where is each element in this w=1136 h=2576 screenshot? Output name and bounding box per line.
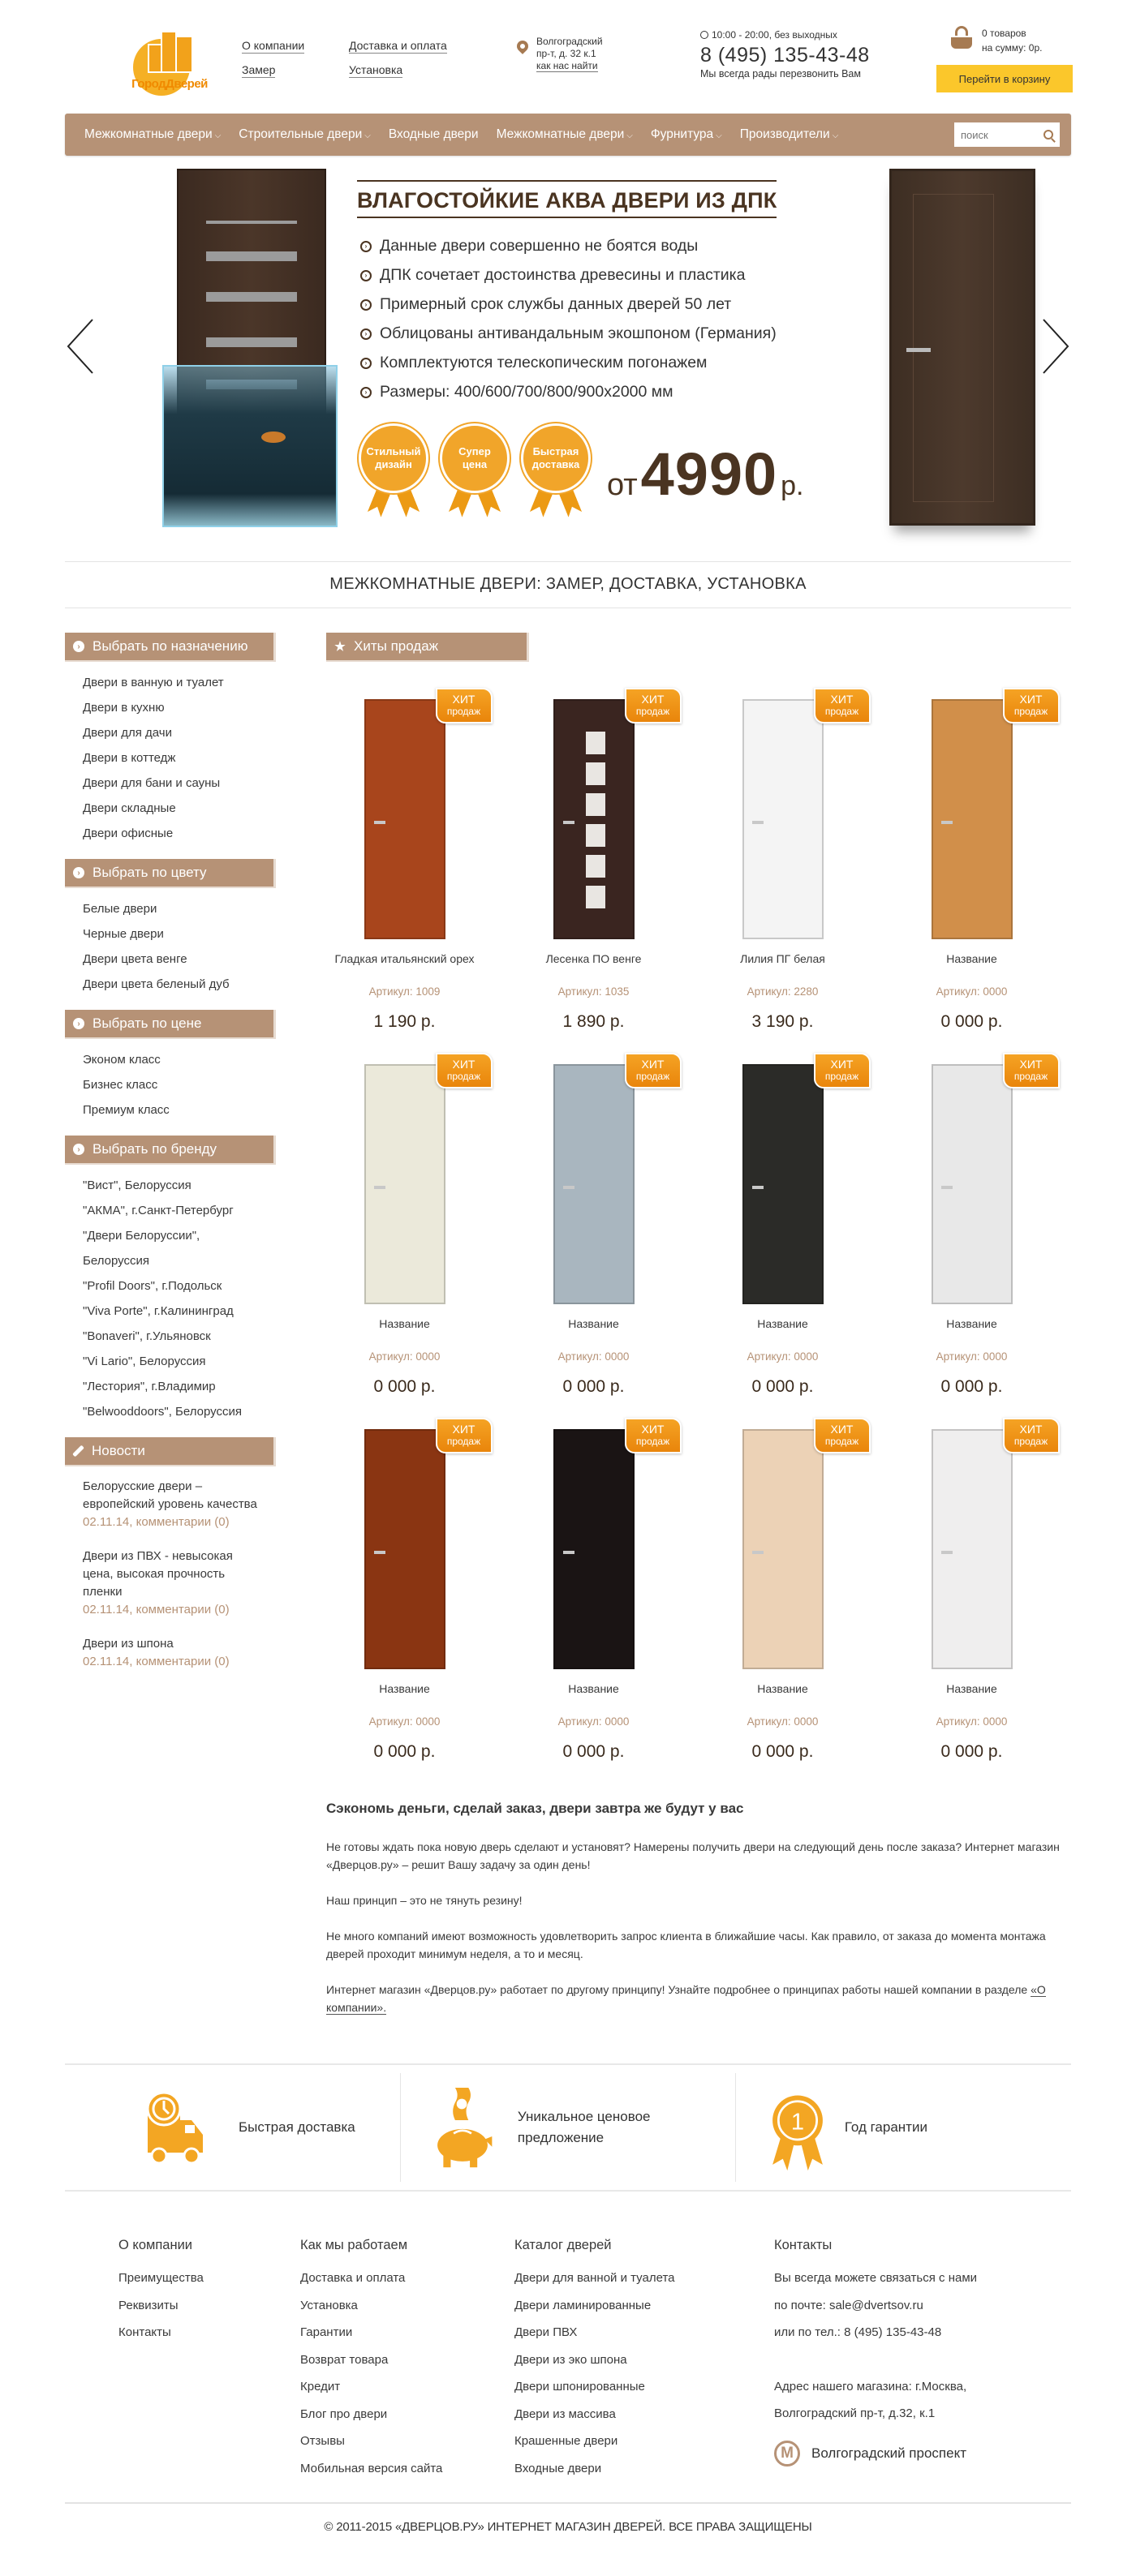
sidebar-item[interactable]: "Belwooddoors", Белоруссия xyxy=(83,1405,243,1419)
footer-heading: Как мы работаем xyxy=(300,2238,408,2252)
door-image xyxy=(742,1064,824,1304)
news-item[interactable]: Двери из шпона 02.11.14, комментарии (0) xyxy=(83,1637,230,1668)
product-grid xyxy=(326,685,1071,1768)
footer-link[interactable]: Блог про двери xyxy=(300,2406,388,2421)
sidebar-item[interactable]: Двери в ванную и туалет xyxy=(83,676,224,689)
footer-phone[interactable]: или по тел.: 8 (495) 135-43-48 xyxy=(774,2325,942,2339)
arrow-circle-icon: › xyxy=(360,387,372,398)
slide-bullet: › Примерный срок службы данных дверей 50 лет xyxy=(357,290,795,319)
slider-prev-arrow-icon[interactable] xyxy=(67,318,96,375)
slide-bullet: › Комплектуются телескопическим погонажем xyxy=(357,348,795,377)
promo-paragraph: Не много компаний имеют возможность удовлетворить запрос клиента в ближайшие часы. Как правило, от заказа до момента монтажа дверей проходит минимум неделя, а то и месяц. xyxy=(326,1930,1046,1960)
sidebar-item[interactable]: Двери офисные xyxy=(83,826,174,840)
hits-heading: ★ Хиты продаж xyxy=(326,633,529,660)
product-price: 1 190 р. xyxy=(373,1012,436,1031)
footer-heading: Каталог дверей xyxy=(514,2238,612,2252)
product-sku: Артикул: 0000 xyxy=(557,1350,630,1363)
slide-bullets xyxy=(357,231,795,406)
chevron-down-icon: ⌵ xyxy=(626,131,633,140)
cart-items-count: 0 товаров xyxy=(982,28,1026,39)
footer-address: Волгоградский пр-т, д.32, к.1 xyxy=(774,2406,936,2420)
slide-copy xyxy=(357,180,795,406)
arrow-circle-icon: › xyxy=(360,299,372,311)
slide-bullet: › Размеры: 400/600/700/800/900х2000 мм xyxy=(357,377,795,406)
how-to-find-link[interactable]: как нас найти xyxy=(536,60,598,71)
product-image[interactable] xyxy=(364,1423,481,1669)
product-name[interactable]: Лесенка ПО венге xyxy=(545,952,642,965)
door-handle xyxy=(374,1186,385,1189)
product-card[interactable] xyxy=(893,1050,1082,1403)
product-sku: Артикул: 1009 xyxy=(368,985,441,998)
footer-col-contacts xyxy=(774,2237,977,2502)
medals xyxy=(359,423,591,519)
product-sku: Артикул: 0000 xyxy=(368,1715,441,1728)
footer xyxy=(65,2192,1071,2502)
slide-bullet: › Данные двери совершенно не боятся воды xyxy=(357,231,795,260)
chevron-down-icon: ⌵ xyxy=(832,131,839,140)
hit-badge: ХИТ продаж xyxy=(814,1418,871,1453)
product-image[interactable] xyxy=(932,693,1048,939)
product-name[interactable]: Название xyxy=(946,1682,997,1695)
news-item[interactable]: Белорусские двери – европейский уровень качества 02.11.14, комментарии (0) xyxy=(83,1479,257,1529)
news-item[interactable]: Двери из ПВХ - невысокая цена, высокая прочность пленки 02.11.14, комментарии (0) xyxy=(83,1549,233,1616)
slider-next-arrow-icon[interactable] xyxy=(1040,318,1069,375)
product-image[interactable] xyxy=(553,1423,670,1669)
door-handle xyxy=(563,1186,574,1189)
nav-item-interior-doors[interactable]: Межкомнатные двери ⌵ xyxy=(84,127,222,141)
sidebar-item[interactable]: Двери складные xyxy=(83,801,176,815)
product-name[interactable]: Название xyxy=(568,1317,619,1330)
address-line: Волгоградский xyxy=(536,36,603,47)
logo-building-icon xyxy=(161,31,177,73)
sidebar-list-purpose xyxy=(65,660,276,859)
hit-badge: ХИТ продаж xyxy=(625,688,682,723)
door-handle xyxy=(752,1186,764,1189)
footer-link[interactable]: Двери ламинированные xyxy=(514,2298,652,2312)
logo-text: ГородДверей xyxy=(131,77,208,91)
product-price: 0 000 р. xyxy=(940,1377,1003,1396)
footer-link[interactable]: Двери для ванной и туалета xyxy=(514,2271,675,2285)
fish-image xyxy=(261,431,286,443)
chevron-circle-icon: › xyxy=(73,867,84,878)
chevron-circle-icon: › xyxy=(73,1018,84,1029)
product-image[interactable] xyxy=(932,1058,1048,1304)
footer-link[interactable]: Реквизиты xyxy=(118,2298,179,2312)
sidebar-heading-price[interactable]: › Выбрать по цене xyxy=(65,1010,276,1037)
contact-phone-block xyxy=(700,29,870,79)
svg-text:1: 1 xyxy=(790,2109,804,2136)
nav-item-hardware[interactable]: Фурнитура ⌵ xyxy=(650,127,722,141)
promo-paragraph: Наш принцип – это не тянуть резину! xyxy=(326,1894,523,1907)
sidebar-item[interactable]: "Viva Porte", г.Калининград xyxy=(83,1304,234,1318)
door-image xyxy=(553,1429,635,1669)
sidebar-item[interactable]: Белые двери xyxy=(83,902,157,916)
sidebar-item[interactable]: Премиум класс xyxy=(83,1103,170,1117)
footer-link[interactable]: Установка xyxy=(300,2298,358,2312)
product-card[interactable] xyxy=(893,685,1082,1038)
section-title: МЕЖКОМНАТНЫЕ ДВЕРИ: ЗАМЕР, ДОСТАВКА, УСТАНОВКА xyxy=(329,575,807,593)
hit-badge: ХИТ продаж xyxy=(814,1053,871,1088)
chevron-circle-icon: › xyxy=(73,641,84,652)
product-name[interactable]: Гладкая итальянский орех xyxy=(334,952,475,965)
star-icon: ★ xyxy=(334,640,346,654)
footer-link[interactable]: Двери шпонированные xyxy=(514,2380,645,2394)
chevron-down-icon: ⌵ xyxy=(214,131,222,140)
sidebar-item[interactable]: "АКМА", г.Санкт-Петербург xyxy=(83,1204,234,1217)
product-image[interactable] xyxy=(742,693,859,939)
footer-link[interactable]: Двери из массива xyxy=(514,2406,616,2421)
arrow-circle-icon: › xyxy=(360,241,372,252)
arrow-circle-icon: › xyxy=(360,270,372,281)
logo-building-icon xyxy=(175,36,193,73)
product-price: 0 000 р. xyxy=(562,1377,625,1396)
footer-link[interactable]: Доставка и оплата xyxy=(300,2271,406,2285)
product-image[interactable] xyxy=(932,1423,1048,1669)
footer-link[interactable]: Преимущества xyxy=(118,2271,204,2285)
product-name[interactable]: Лилия ПГ белая xyxy=(740,952,825,965)
door-image xyxy=(932,1429,1013,1669)
sidebar-item[interactable]: Двери в коттедж xyxy=(83,751,176,765)
footer-link[interactable]: Контакты xyxy=(118,2325,171,2339)
promo-heading: Сэкономь деньги, сделай заказ, двери завтра же будут у вас xyxy=(326,1801,744,1816)
product-name[interactable]: Название xyxy=(568,1682,619,1695)
working-hours xyxy=(700,29,870,41)
slide-bullet: › Облицованы антивандальным экошпоном (Германия) xyxy=(357,319,795,348)
footer-link[interactable]: Двери из эко шпона xyxy=(514,2352,627,2367)
product-sku: Артикул: 0000 xyxy=(747,1350,819,1363)
hit-badge: ХИТ продаж xyxy=(436,1418,493,1453)
sidebar-item[interactable]: Двери цвета венге xyxy=(83,952,187,966)
sidebar-item[interactable]: "Profil Doors", г.Подольск xyxy=(83,1279,222,1293)
footer-heading: Контакты xyxy=(774,2238,833,2252)
sidebar-item[interactable]: Двери для дачи xyxy=(83,726,172,740)
medal-fast-delivery: Быстрая доставка xyxy=(521,423,591,519)
product-price: 0 000 р. xyxy=(751,1742,814,1761)
product-image[interactable] xyxy=(364,693,481,939)
product-image[interactable] xyxy=(742,1423,859,1669)
door-handle xyxy=(941,1186,953,1189)
slide-price: от 4990 р. xyxy=(607,440,804,508)
basket-icon[interactable] xyxy=(949,31,974,49)
top-links xyxy=(242,39,479,78)
sidebar-item[interactable]: Эконом класс xyxy=(83,1053,161,1067)
address-line: пр-т, д. 32 к.1 xyxy=(536,48,596,59)
callback-text: Мы всегда рады перезвонить Вам xyxy=(700,68,861,79)
search-box xyxy=(954,122,1060,147)
nav-item-entrance-doors[interactable]: Входные двери xyxy=(388,127,479,141)
product-card[interactable] xyxy=(326,685,515,1038)
footer-link[interactable]: Входные двери xyxy=(514,2461,602,2475)
aqua-door-image xyxy=(177,169,326,440)
hit-badge: ХИТ продаж xyxy=(625,1053,682,1088)
product-sku: Артикул: 0000 xyxy=(936,1715,1008,1728)
nav-item-interior-doors-2[interactable]: Межкомнатные двери ⌵ xyxy=(496,127,633,141)
sidebar-item[interactable]: Двери цвета беленый дуб xyxy=(83,977,230,991)
hit-badge: ХИТ продаж xyxy=(625,1418,682,1453)
product-sku: Артикул: 1035 xyxy=(557,985,630,998)
metro-icon: M xyxy=(774,2441,800,2467)
product-price: 0 000 р. xyxy=(373,1377,436,1396)
hit-badge: ХИТ продаж xyxy=(1003,688,1060,723)
product-price: 0 000 р. xyxy=(373,1742,436,1761)
product-price: 0 000 р. xyxy=(940,1742,1003,1761)
product-sku: Артикул: 0000 xyxy=(747,1715,819,1728)
promo-text xyxy=(326,1801,1071,2016)
footer-link[interactable]: Возврат товара xyxy=(300,2352,389,2367)
metro-name: Волгоградский проспект xyxy=(811,2445,966,2461)
product-sku: Артикул: 0000 xyxy=(936,1350,1008,1363)
copyright: © 2011-2015 «ДВЕРЦОВ.РУ» ИНТЕРНЕТ МАГАЗИН ДВЕРЕЙ. ВСЕ ПРАВА ЗАЩИЩЕНЫ xyxy=(65,2502,1071,2553)
product-price: 0 000 р. xyxy=(751,1377,814,1396)
door-handle xyxy=(941,821,953,824)
hours-text: 10:00 - 20:00, без выходных xyxy=(712,29,837,41)
footer-col-how-we-work xyxy=(300,2237,514,2502)
hit-badge: ХИТ продаж xyxy=(436,1053,493,1088)
logo[interactable] xyxy=(118,28,221,91)
footer-heading[interactable]: О компании xyxy=(118,2238,192,2252)
door-image xyxy=(932,699,1013,939)
footer-link[interactable]: Мобильная версия сайта xyxy=(300,2461,443,2475)
map-pin-icon xyxy=(514,38,531,54)
sidebar-heading-brand[interactable]: › Выбрать по бренду xyxy=(65,1136,276,1163)
piggy-bank-icon xyxy=(430,2088,495,2169)
sidebar-heading-purpose[interactable]: › Выбрать по назначению xyxy=(65,633,276,660)
nav-item-manufacturers[interactable]: Производители ⌵ xyxy=(739,127,839,141)
door-image xyxy=(932,1064,1013,1304)
door-image xyxy=(364,1429,445,1669)
nav-item-construction-doors[interactable]: Строительные двери ⌵ xyxy=(239,127,371,141)
sidebar-list-brand xyxy=(65,1163,276,1437)
benefit-label: Уникальное ценовое предложение xyxy=(517,2109,651,2145)
clock-icon xyxy=(700,31,708,39)
sidebar-list-price xyxy=(65,1037,276,1136)
go-to-cart-button[interactable]: Перейти в корзину xyxy=(936,65,1073,92)
top-link-delivery[interactable]: Доставка и оплата xyxy=(349,39,447,52)
product-price: 3 190 р. xyxy=(751,1012,814,1031)
hit-badge: ХИТ продаж xyxy=(1003,1053,1060,1088)
door-handle xyxy=(752,821,764,824)
about-company-link[interactable]: «О компании». xyxy=(326,1983,1046,2014)
news-list xyxy=(65,1465,276,1671)
sidebar-item[interactable]: "Vi Lario", Белоруссия xyxy=(83,1355,206,1368)
product-image[interactable] xyxy=(553,1058,670,1304)
award-medal-icon xyxy=(765,2091,830,2172)
sidebar-item[interactable]: Двери в кухню xyxy=(83,701,165,715)
sidebar-heading-news[interactable]: Новости xyxy=(65,1437,276,1465)
sidebar-item[interactable]: Двери для бани и сауны xyxy=(83,776,221,790)
door-image xyxy=(553,1064,635,1304)
product-image[interactable] xyxy=(742,1058,859,1304)
benefit-price xyxy=(400,2073,735,2182)
door-handle xyxy=(752,1551,764,1554)
product-card[interactable] xyxy=(515,685,704,1038)
benefit-label: Год гарантии xyxy=(844,2119,927,2135)
door-handle xyxy=(374,821,385,824)
footer-contact-text: Вы всегда можете связаться с нами xyxy=(774,2271,978,2285)
door-handle xyxy=(563,821,574,824)
search-input[interactable] xyxy=(961,129,1034,141)
product-name[interactable]: Название xyxy=(757,1317,808,1330)
chevron-circle-icon: › xyxy=(73,1144,84,1155)
product-name[interactable]: Название xyxy=(379,1317,430,1330)
hit-badge: ХИТ продаж xyxy=(436,688,493,723)
product-card[interactable] xyxy=(326,1050,515,1403)
promo-paragraph: Не готовы ждать пока новую дверь сделают и установят? Намерены получить двери на следующий день после заказа? Интернет магазин «Дверцов.ру» – решит Вашу задачу за один день! xyxy=(326,1840,1060,1871)
product-name[interactable]: Название xyxy=(379,1682,430,1695)
footer-address: Адрес нашего магазина: г.Москва, xyxy=(774,2379,967,2394)
slide-title: ВЛАГОСТОЙКИЕ АКВА ДВЕРИ ИЗ ДПК xyxy=(357,180,777,218)
main-nav xyxy=(65,114,1071,156)
product-card[interactable] xyxy=(326,1415,515,1768)
sidebar xyxy=(65,633,276,2034)
cart-sum: на сумму: 0р. xyxy=(982,42,1043,54)
promo-paragraph: Интернет магазин «Дверцов.ру» работает по другому принципу! Узнайте подробнее о принципах работы нашей компании в разделе «О компании». xyxy=(326,1983,1046,2014)
door-handle xyxy=(563,1551,574,1554)
product-sku: Артикул: 0000 xyxy=(557,1715,630,1728)
product-price: 0 000 р. xyxy=(940,1012,1003,1031)
product-price: 0 000 р. xyxy=(562,1742,625,1761)
arrow-circle-icon: › xyxy=(360,358,372,369)
top-link-measure[interactable]: Замер xyxy=(242,63,276,76)
hit-badge: ХИТ продаж xyxy=(814,688,871,723)
product-card[interactable] xyxy=(893,1415,1082,1768)
phone-number[interactable]: 8 (495) 135-43-48 xyxy=(700,44,870,67)
footer-col-catalog xyxy=(514,2237,774,2502)
store-address xyxy=(515,36,603,72)
top-link-installation[interactable]: Установка xyxy=(349,63,403,76)
metro-station xyxy=(774,2441,977,2467)
chevron-down-icon: ⌵ xyxy=(364,131,371,140)
footer-col-company xyxy=(118,2237,300,2502)
benefit-delivery xyxy=(65,2065,400,2190)
footer-link[interactable]: Двери ПВХ xyxy=(514,2325,578,2339)
delivery-truck-clock-icon xyxy=(146,2088,211,2169)
product-card[interactable] xyxy=(515,1415,704,1768)
slide-bullet: › ДПК сочетает достоинства древесины и пластика xyxy=(357,260,795,290)
product-card[interactable] xyxy=(704,1050,893,1403)
sidebar-item[interactable]: "Bonaveri", г.Ульяновск xyxy=(83,1329,211,1343)
sidebar-item[interactable]: "Двери Белоруссии", xyxy=(83,1229,200,1243)
aquarium-image xyxy=(162,365,338,527)
product-name[interactable]: Название xyxy=(946,952,997,965)
product-sku: Артикул: 2280 xyxy=(747,985,819,998)
wenge-door-image xyxy=(889,169,1035,526)
footer-link[interactable]: Отзывы xyxy=(300,2434,345,2448)
footer-link[interactable]: Крашенные двери xyxy=(514,2434,618,2448)
benefit-label: Быстрая доставка xyxy=(239,2119,355,2135)
door-image xyxy=(742,1429,824,1669)
hit-badge: ХИТ продаж xyxy=(1003,1418,1060,1453)
sidebar-list-color xyxy=(65,887,276,1010)
benefit-warranty xyxy=(735,2073,1070,2182)
product-sku: Артикул: 0000 xyxy=(368,1350,441,1363)
product-name[interactable]: Название xyxy=(757,1682,808,1695)
footer-link[interactable]: Кредит xyxy=(300,2380,341,2394)
main-content xyxy=(326,633,1071,2034)
sidebar-item[interactable]: Черные двери xyxy=(83,927,164,941)
sidebar-item[interactable]: "Лестория", г.Владимир xyxy=(83,1380,216,1393)
product-card[interactable] xyxy=(704,1415,893,1768)
product-card[interactable] xyxy=(515,1050,704,1403)
product-price: 1 890 р. xyxy=(562,1012,625,1031)
sidebar-item[interactable]: Бизнес класс xyxy=(83,1078,158,1092)
sidebar-heading-color[interactable]: › Выбрать по цвету xyxy=(65,859,276,887)
medal-stylish-design: Стильный дизайн xyxy=(359,423,428,519)
medal-super-price: Супер цена xyxy=(440,423,510,519)
search-icon[interactable] xyxy=(1043,130,1053,140)
site-header xyxy=(65,0,1071,114)
door-handle xyxy=(374,1551,385,1554)
door-image xyxy=(364,699,445,939)
arrow-circle-icon: › xyxy=(360,328,372,340)
benefits-bar xyxy=(65,2063,1071,2192)
chevron-down-icon: ⌵ xyxy=(716,131,722,140)
product-sku: Артикул: 0000 xyxy=(936,985,1008,998)
pencil-icon xyxy=(72,1445,84,1458)
sidebar-item[interactable]: "Вист", Белоруссия xyxy=(83,1179,191,1192)
top-link-about[interactable]: О компании xyxy=(242,39,305,52)
sidebar-item[interactable]: Белоруссия xyxy=(83,1254,149,1268)
footer-link[interactable]: Гарантии xyxy=(300,2325,353,2339)
product-image[interactable] xyxy=(553,693,670,939)
door-handle xyxy=(941,1551,953,1554)
door-image xyxy=(364,1064,445,1304)
hero-slider xyxy=(65,156,1071,561)
product-card[interactable] xyxy=(704,685,893,1038)
product-image[interactable] xyxy=(364,1058,481,1304)
product-name[interactable]: Название xyxy=(946,1317,997,1330)
door-image xyxy=(742,699,824,939)
footer-email[interactable]: по почте: sale@dvertsov.ru xyxy=(774,2298,923,2312)
